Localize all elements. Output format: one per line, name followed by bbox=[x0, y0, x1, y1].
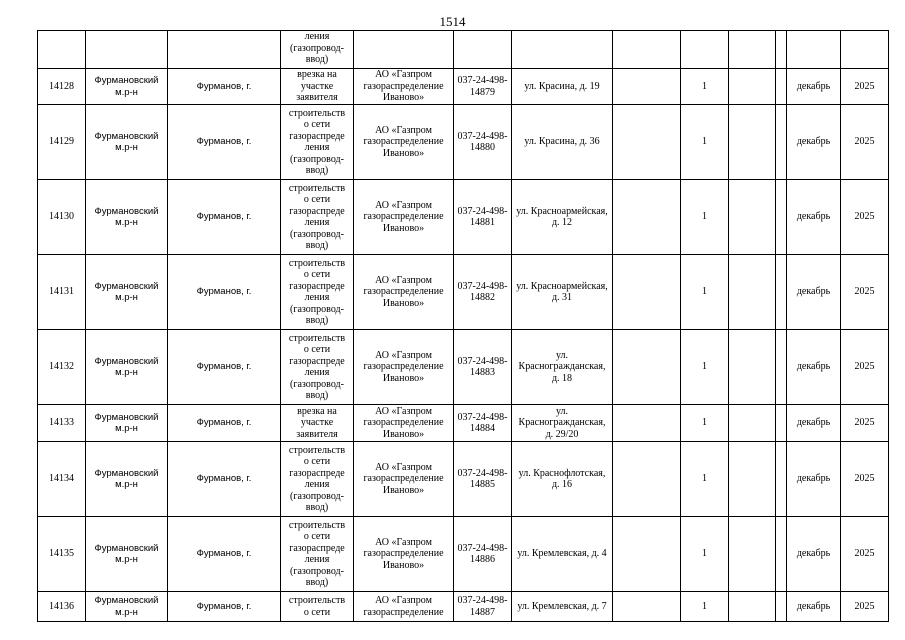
cell-col8 bbox=[613, 69, 681, 105]
work-line: ления bbox=[304, 479, 330, 490]
cell-work-type bbox=[281, 330, 354, 405]
cell-col8 bbox=[613, 31, 681, 69]
cell-code: 037-24-498-14887 bbox=[454, 592, 512, 622]
table-row bbox=[38, 405, 889, 442]
cell-id: 14133 bbox=[38, 405, 86, 442]
cell-month: декабрь bbox=[787, 330, 841, 405]
cell-district: Фурмановский м.р-н bbox=[86, 442, 168, 517]
cell-qty: 1 bbox=[681, 405, 729, 442]
cell-qty: 1 bbox=[681, 330, 729, 405]
cell-qty: 1 bbox=[681, 442, 729, 517]
cell-year: 2025 bbox=[841, 442, 889, 517]
cell-town: Фурманов, г. bbox=[168, 255, 281, 330]
cell-work-type bbox=[281, 180, 354, 255]
cell-year: 2025 bbox=[841, 592, 889, 622]
cell-address: ул. Кремлевская, д. 7 bbox=[512, 592, 613, 622]
work-line: строительств bbox=[288, 257, 346, 269]
cell-code: 037-24-498-14880 bbox=[454, 105, 512, 180]
cell-col8 bbox=[613, 592, 681, 622]
work-line: ления bbox=[304, 31, 330, 42]
cell-year: 2025 bbox=[841, 255, 889, 330]
work-line: ввод) bbox=[305, 240, 329, 251]
cell-col8 bbox=[613, 405, 681, 442]
cell-month: декабрь bbox=[787, 592, 841, 622]
cell-org: АО «Газпром газораспределение Иваново» bbox=[354, 255, 454, 330]
cell-year: 2025 bbox=[841, 105, 889, 180]
table-row bbox=[38, 180, 889, 255]
cell-col10 bbox=[729, 405, 776, 442]
work-line: строительств bbox=[288, 519, 346, 531]
work-line: ввод) bbox=[305, 315, 329, 326]
cell-col10 bbox=[729, 105, 776, 180]
cell-year: 2025 bbox=[841, 517, 889, 592]
cell-qty: 1 bbox=[681, 180, 729, 255]
work-line: (газопровод- bbox=[290, 378, 344, 390]
cell-month: декабрь bbox=[787, 405, 841, 442]
cell-year bbox=[841, 31, 889, 69]
cell-col10 bbox=[729, 180, 776, 255]
cell-address: ул. Красноармейская, д. 12 bbox=[512, 180, 613, 255]
cell-year: 2025 bbox=[841, 330, 889, 405]
cell-col11 bbox=[776, 405, 787, 442]
table-row bbox=[38, 442, 889, 517]
cell-district: Фурмановский м.р-н bbox=[86, 69, 168, 105]
cell-district bbox=[86, 31, 168, 69]
cell-col8 bbox=[613, 105, 681, 180]
cell-org: АО «Газпром газораспределение Иваново» bbox=[354, 105, 454, 180]
cell-col10 bbox=[729, 517, 776, 592]
cell-month bbox=[787, 31, 841, 69]
cell-district: Фурмановский м.р-н bbox=[86, 105, 168, 180]
cell-col8 bbox=[613, 517, 681, 592]
table-row bbox=[38, 255, 889, 330]
work-line: о сети bbox=[303, 531, 331, 542]
cell-org: АО «Газпром газораспределение Иваново» bbox=[354, 180, 454, 255]
cell-col10 bbox=[729, 31, 776, 69]
cell-work-type bbox=[281, 592, 354, 622]
cell-col11 bbox=[776, 255, 787, 330]
cell-code: 037-24-498-14886 bbox=[454, 517, 512, 592]
work-line: газораспреде bbox=[289, 355, 345, 367]
cell-qty: 1 bbox=[681, 255, 729, 330]
table-row bbox=[38, 592, 889, 622]
cell-col11 bbox=[776, 69, 787, 105]
cell-year: 2025 bbox=[841, 180, 889, 255]
cell-work-type bbox=[281, 517, 354, 592]
cell-town bbox=[168, 31, 281, 69]
cell-month: декабрь bbox=[787, 105, 841, 180]
cell-col8 bbox=[613, 442, 681, 517]
cell-town: Фурманов, г. bbox=[168, 517, 281, 592]
cell-col11 bbox=[776, 105, 787, 180]
work-line: ления bbox=[304, 142, 330, 153]
cell-col10 bbox=[729, 442, 776, 517]
registry-table bbox=[37, 30, 889, 622]
cell-col8 bbox=[613, 330, 681, 405]
work-line: ввод) bbox=[305, 390, 329, 401]
cell-col11 bbox=[776, 442, 787, 517]
cell-address: ул. Красногражданская, д. 29/20 bbox=[512, 405, 613, 442]
work-line: газораспреде bbox=[289, 542, 345, 554]
work-line: строительств bbox=[288, 107, 346, 119]
cell-month: декабрь bbox=[787, 442, 841, 517]
work-line: о сети bbox=[303, 344, 331, 355]
work-line: строительств bbox=[288, 595, 346, 606]
cell-district: Фурмановский м.р-н bbox=[86, 517, 168, 592]
cell-code: 037-24-498-14881 bbox=[454, 180, 512, 255]
work-line: ввод) bbox=[305, 54, 329, 65]
cell-id: 14130 bbox=[38, 180, 86, 255]
work-line: о сети bbox=[303, 606, 331, 618]
cell-work-type bbox=[281, 105, 354, 180]
cell-work-type bbox=[281, 405, 354, 442]
cell-col11 bbox=[776, 592, 787, 622]
work-line: врезка на bbox=[297, 405, 337, 417]
cell-qty: 1 bbox=[681, 592, 729, 622]
cell-org bbox=[354, 31, 454, 69]
work-line: заявителя bbox=[296, 428, 338, 440]
work-line: строительств bbox=[288, 444, 346, 456]
cell-address: ул. Краснофлотская, д. 16 bbox=[512, 442, 613, 517]
cell-col10 bbox=[729, 592, 776, 622]
table-row bbox=[38, 105, 889, 180]
cell-month: декабрь bbox=[787, 180, 841, 255]
work-line: участке bbox=[300, 417, 334, 429]
work-line: газораспреде bbox=[289, 467, 345, 479]
work-line: ления bbox=[304, 217, 330, 228]
work-line: ввод) bbox=[305, 502, 329, 513]
cell-town: Фурманов, г. bbox=[168, 442, 281, 517]
cell-qty: 1 bbox=[681, 105, 729, 180]
cell-qty: 1 bbox=[681, 517, 729, 592]
cell-qty: 1 bbox=[681, 69, 729, 105]
table-row bbox=[38, 517, 889, 592]
cell-code: 037-24-498-14882 bbox=[454, 255, 512, 330]
cell-address: ул. Красина, д. 36 bbox=[512, 105, 613, 180]
cell-id: 14131 bbox=[38, 255, 86, 330]
cell-district: Фурмановский м.р-н bbox=[86, 592, 168, 622]
cell-code bbox=[454, 31, 512, 69]
cell-id: 14134 bbox=[38, 442, 86, 517]
work-line: ления bbox=[304, 554, 330, 565]
cell-district: Фурмановский м.р-н bbox=[86, 180, 168, 255]
cell-col10 bbox=[729, 255, 776, 330]
cell-address: ул. Красногражданская, д. 18 bbox=[512, 330, 613, 405]
work-line: строительств bbox=[288, 182, 346, 194]
cell-code: 037-24-498-14884 bbox=[454, 405, 512, 442]
continuation-row bbox=[38, 31, 889, 69]
cell-org: АО «Газпром газораспределение Иваново» bbox=[354, 517, 454, 592]
cell-town: Фурманов, г. bbox=[168, 180, 281, 255]
cell-id: 14136 bbox=[38, 592, 86, 622]
work-line: строительств bbox=[288, 332, 346, 344]
cell-work-type bbox=[281, 442, 354, 517]
work-line: (газопровод- bbox=[290, 303, 344, 315]
work-line: участке bbox=[300, 80, 334, 92]
cell-id: 14129 bbox=[38, 105, 86, 180]
cell-work-type bbox=[281, 255, 354, 330]
cell-town: Фурманов, г. bbox=[168, 330, 281, 405]
cell-code: 037-24-498-14883 bbox=[454, 330, 512, 405]
cell-org: АО «Газпром газораспределение Иваново» bbox=[354, 442, 454, 517]
cell-col11 bbox=[776, 31, 787, 69]
cell-year: 2025 bbox=[841, 69, 889, 105]
cell-id bbox=[38, 31, 86, 69]
cell-month: декабрь bbox=[787, 69, 841, 105]
work-line: о сети bbox=[303, 269, 331, 280]
work-line: (газопровод- bbox=[290, 42, 344, 54]
cell-org: АО «Газпром газораспределение Иваново» bbox=[354, 69, 454, 105]
table-row bbox=[38, 330, 889, 405]
cell-address: ул. Красина, д. 19 bbox=[512, 69, 613, 105]
work-line: о сети bbox=[303, 456, 331, 467]
cell-col8 bbox=[613, 255, 681, 330]
cell-org: АО «Газпром газораспределение bbox=[354, 592, 454, 622]
work-line: газораспреде bbox=[289, 130, 345, 142]
cell-code: 037-24-498-14885 bbox=[454, 442, 512, 517]
cell-id: 14135 bbox=[38, 517, 86, 592]
cell-town: Фурманов, г. bbox=[168, 592, 281, 622]
work-line: (газопровод- bbox=[290, 490, 344, 502]
work-line: о сети bbox=[303, 119, 331, 130]
work-line: (газопровод- bbox=[290, 565, 344, 577]
cell-address bbox=[512, 31, 613, 69]
work-line: ления bbox=[304, 292, 330, 303]
cell-town: Фурманов, г. bbox=[168, 69, 281, 105]
cell-address: ул. Кремлевская, д. 4 bbox=[512, 517, 613, 592]
cell-work-type bbox=[281, 69, 354, 105]
cell-code: 037-24-498-14879 bbox=[454, 69, 512, 105]
cell-org: АО «Газпром газораспределение Иваново» bbox=[354, 405, 454, 442]
work-line: врезка на bbox=[297, 69, 337, 81]
work-line: заявителя bbox=[296, 92, 338, 104]
cell-month: декабрь bbox=[787, 255, 841, 330]
cell-work-type bbox=[281, 31, 354, 69]
cell-qty bbox=[681, 31, 729, 69]
cell-org: АО «Газпром газораспределение Иваново» bbox=[354, 330, 454, 405]
cell-col8 bbox=[613, 180, 681, 255]
work-line: о сети bbox=[303, 194, 331, 205]
cell-col10 bbox=[729, 330, 776, 405]
cell-id: 14128 bbox=[38, 69, 86, 105]
work-line: (газопровод- bbox=[290, 228, 344, 240]
work-line: (газопровод- bbox=[290, 153, 344, 165]
work-line: газораспреде bbox=[289, 205, 345, 217]
cell-col11 bbox=[776, 180, 787, 255]
cell-address: ул. Красноармейская, д. 31 bbox=[512, 255, 613, 330]
work-line: ввод) bbox=[305, 577, 329, 588]
cell-col10 bbox=[729, 69, 776, 105]
table-row bbox=[38, 69, 889, 105]
cell-district: Фурмановский м.р-н bbox=[86, 255, 168, 330]
work-line: ления bbox=[304, 367, 330, 378]
work-line: ввод) bbox=[305, 165, 329, 176]
cell-district: Фурмановский м.р-н bbox=[86, 330, 168, 405]
cell-id: 14132 bbox=[38, 330, 86, 405]
work-line: газораспреде bbox=[289, 280, 345, 292]
cell-town: Фурманов, г. bbox=[168, 105, 281, 180]
cell-month: декабрь bbox=[787, 517, 841, 592]
cell-year: 2025 bbox=[841, 405, 889, 442]
page-number: 1514 bbox=[439, 14, 466, 29]
cell-col11 bbox=[776, 517, 787, 592]
cell-district: Фурмановский м.р-н bbox=[86, 405, 168, 442]
cell-town: Фурманов, г. bbox=[168, 405, 281, 442]
cell-col11 bbox=[776, 330, 787, 405]
